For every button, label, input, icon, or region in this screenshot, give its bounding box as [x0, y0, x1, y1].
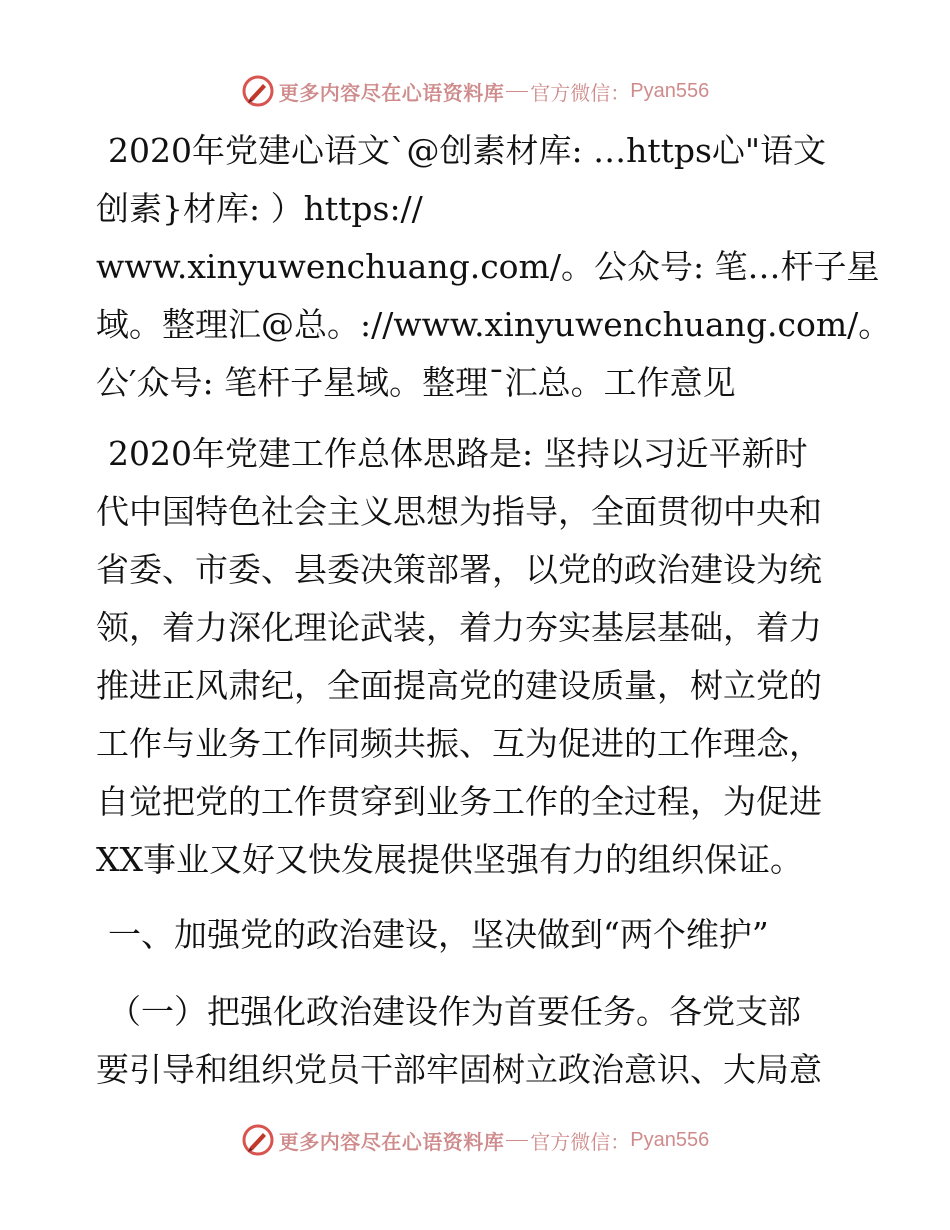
banner-label: 官方微信： [530, 80, 631, 105]
heading-line: 一、加强党的政治建设，坚决做到“两个维护” [108, 915, 769, 954]
text-line: 域。整理汇@总。://www.xinyuwenchuang.com/。 [96, 305, 892, 344]
text-line: 工作与业务工作同频共振、互为促进的工作理念， [96, 724, 822, 763]
text-line: 2020年党建心语文`@创素材库: …https心"语文 [108, 131, 827, 170]
text-line: 公′众号: 笔杆子星域。整理¯汇总。工作意见 [96, 363, 736, 402]
text-line: www.xinyuwenchuang.com/。公众号: 笔…杆子星 [96, 247, 880, 286]
banner-wechat-id: Pyan556 [630, 79, 710, 102]
text-line: 省委、市委、县委决策部署，以党的政治建设为统 [96, 550, 822, 589]
banner-divider [506, 91, 528, 92]
text-line: 要引导和组织党员干部牢固树立政治意识、大局意 [96, 1050, 822, 1089]
text-line: 创素}材库: ）https:// [96, 189, 423, 228]
text-line: 领，着力深化理论武装，着力夯实基层基础，着力 [96, 608, 822, 647]
banner-text: 更多内容尽在心语资料库 [278, 80, 505, 105]
text-line: XX事业又好又快发展提供坚强有力的组织保证。 [96, 840, 803, 879]
section-heading [96, 906, 856, 964]
text-line: （一）把强化政治建设作为首要任务。各党支部 [108, 992, 801, 1031]
paragraph-overview [96, 425, 856, 889]
paragraph-intro [96, 122, 892, 412]
text-line: 自觉把党的工作贯穿到业务工作的全过程，为促进 [96, 782, 822, 821]
banner-label: 官方微信： [530, 1129, 631, 1154]
text-line: 推进正风肃纪，全面提高党的建设质量，树立党的 [96, 666, 822, 705]
footer-banner [0, 1120, 950, 1160]
banner-wechat-id: Pyan556 [630, 1128, 710, 1151]
paragraph-section-one [96, 983, 856, 1099]
banner-divider [506, 1140, 528, 1141]
pen-logo-icon [241, 1123, 275, 1157]
text-line: 代中国特色社会主义思想为指导，全面贯彻中央和 [96, 492, 822, 531]
banner-text: 更多内容尽在心语资料库 [278, 1129, 505, 1154]
header-banner [0, 71, 950, 111]
text-line: 2020年党建工作总体思路是: 坚持以习近平新时 [108, 434, 808, 473]
pen-logo-icon [241, 74, 275, 108]
